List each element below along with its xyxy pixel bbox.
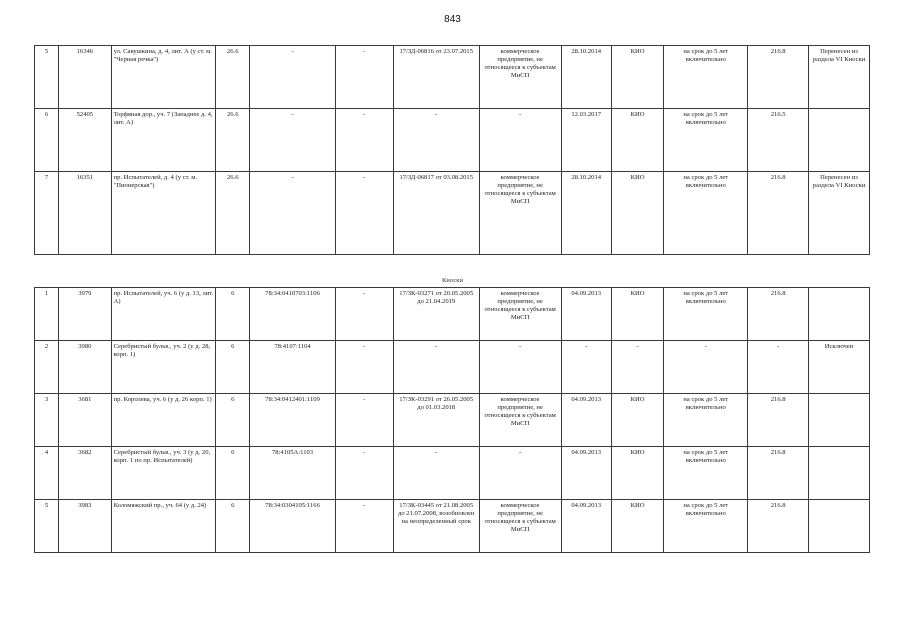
table-row <box>35 109 870 172</box>
cell-address: Торфяная дор., уч. 7 (Западнее д. 4, лит. А) <box>111 109 216 172</box>
cell-area: 6 <box>216 288 250 341</box>
cell-contract: 17/ЗК-03445 от 21.08.2005 до 21.07.2008, возобновлен на неопределенный срок <box>393 500 479 553</box>
cell-area: 6 <box>216 447 250 500</box>
cell-code: 216.5 <box>748 109 809 172</box>
cell-org: КИО <box>611 394 663 447</box>
cell-cadastral: - <box>250 109 336 172</box>
cell-area: 6 <box>216 341 250 394</box>
cell-note: Перенесен из раздела VI Киоски <box>809 46 870 109</box>
cell-category: коммерческое предприятие, не относящееся к субъектам МиСП <box>479 394 561 447</box>
cell-code: 216.8 <box>748 172 809 255</box>
cell-org: КИО <box>611 447 663 500</box>
cell-date: 12.03.2017 <box>561 109 611 172</box>
cell-term: на срок до 5 лет включительно <box>664 500 748 553</box>
cell-code: 216.8 <box>748 394 809 447</box>
cell-num: 5 <box>35 500 59 553</box>
cell-num: 1 <box>35 288 59 341</box>
cell-col5: - <box>336 500 394 553</box>
cell-id: 16346 <box>59 46 111 109</box>
cell-address: пр. Испытателей, д. 4 (у ст. м. "Пионерская") <box>111 172 216 255</box>
cell-date: 28.10.2014 <box>561 172 611 255</box>
cell-cadastral: - <box>250 46 336 109</box>
cell-term: на срок до 5 лет включительно <box>664 447 748 500</box>
cell-term: на срок до 5 лет включительно <box>664 46 748 109</box>
cell-code: 216.8 <box>748 447 809 500</box>
cell-date: - <box>561 341 611 394</box>
cell-cadastral: 78:34:0304105:1166 <box>250 500 336 553</box>
cell-id: 3980 <box>59 341 111 394</box>
cell-contract: 17/ЗД-06816 от 23.07.2015 <box>393 46 479 109</box>
cell-contract: 17/ЗД-06817 от 03.08.2015 <box>393 172 479 255</box>
cell-area: 26.6 <box>216 109 250 172</box>
cell-num: 4 <box>35 447 59 500</box>
cell-category: коммерческое предприятие, не относящееся к субъектам МиСП <box>479 172 561 255</box>
cell-code: 216.8 <box>748 500 809 553</box>
table-row <box>35 341 870 394</box>
table-row <box>35 500 870 553</box>
cell-date: 04.09.2013 <box>561 500 611 553</box>
cell-org: КИО <box>611 46 663 109</box>
cell-num: 2 <box>35 341 59 394</box>
cell-num: 3 <box>35 394 59 447</box>
cell-category: коммерческое предприятие, не относящееся к субъектам МиСП <box>479 46 561 109</box>
section-label: Киоски <box>441 277 464 284</box>
cell-address: ул. Савушкина, д. 4, лит. А (у ст. м. "Черная речка") <box>111 46 216 109</box>
cell-col5: - <box>336 341 394 394</box>
cell-area: 6 <box>216 394 250 447</box>
registry-table-top <box>34 45 870 255</box>
cell-org: КИО <box>611 172 663 255</box>
cell-area: 26.6 <box>216 46 250 109</box>
cell-note: Перенесен из раздела VI Киоски <box>809 172 870 255</box>
cell-note <box>809 288 870 341</box>
cell-date: 04.09.2013 <box>561 288 611 341</box>
cell-code: 216.8 <box>748 46 809 109</box>
cell-col5: - <box>336 288 394 341</box>
cell-address: Коломяжский пр., уч. 64 (у д. 24) <box>111 500 216 553</box>
cell-cadastral: 78:34:0412401:1109 <box>250 394 336 447</box>
table-row <box>35 288 870 341</box>
cell-org: КИО <box>611 288 663 341</box>
table-row <box>35 46 870 109</box>
cell-category: - <box>479 109 561 172</box>
cell-term: на срок до 5 лет включительно <box>664 109 748 172</box>
cell-term: на срок до 5 лет включительно <box>664 394 748 447</box>
cell-id: 3979 <box>59 288 111 341</box>
cell-date: 28.10.2014 <box>561 46 611 109</box>
table-row <box>35 447 870 500</box>
cell-contract: 17/ЗК-03271 от 20.05.2005 до 21.04.2019 <box>393 288 479 341</box>
table-row <box>35 172 870 255</box>
cell-org: - <box>611 341 663 394</box>
cell-address: пр. Королева, уч. 6 (у д. 26 корп. 1) <box>111 394 216 447</box>
cell-note <box>809 394 870 447</box>
cell-contract: - <box>393 341 479 394</box>
cell-num: 7 <box>35 172 59 255</box>
cell-id: 52405 <box>59 109 111 172</box>
cell-num: 5 <box>35 46 59 109</box>
cell-address: Серебристый бульв., уч. 2 (у д. 28, корп. 1) <box>111 341 216 394</box>
cell-id: 16351 <box>59 172 111 255</box>
cell-area: 26.6 <box>216 172 250 255</box>
cell-id: 3983 <box>59 500 111 553</box>
cell-id: 3682 <box>59 447 111 500</box>
cell-note <box>809 447 870 500</box>
cell-date: 04.09.2013 <box>561 394 611 447</box>
cell-col5: - <box>336 447 394 500</box>
cell-org: КИО <box>611 109 663 172</box>
page-number: 843 <box>444 14 461 25</box>
cell-area: 6 <box>216 500 250 553</box>
cell-contract: 17/ЗК-03291 от 26.05.2005 до 01.03.2018 <box>393 394 479 447</box>
cell-contract: - <box>393 109 479 172</box>
cell-code: 216.8 <box>748 288 809 341</box>
cell-id: 3681 <box>59 394 111 447</box>
cell-col5: - <box>336 109 394 172</box>
cell-cadastral: - <box>250 172 336 255</box>
cell-date: 04.09.2013 <box>561 447 611 500</box>
cell-col5: - <box>336 46 394 109</box>
cell-category: - <box>479 447 561 500</box>
cell-note <box>809 500 870 553</box>
cell-address: пр. Испытателей, уч. 6 (у д. 13, лит. А) <box>111 288 216 341</box>
cell-code: - <box>748 341 809 394</box>
cell-address: Серебристый бульв., уч. 3 (у д. 20, корп. 1 по пр. Испытателей) <box>111 447 216 500</box>
cell-num: 6 <box>35 109 59 172</box>
cell-category: коммерческое предприятие, не относящееся к субъектам МиСП <box>479 288 561 341</box>
cell-term: на срок до 5 лет включительно <box>664 172 748 255</box>
cell-col5: - <box>336 172 394 255</box>
registry-table-bottom <box>34 287 870 553</box>
cell-category: коммерческое предприятие, не относящееся к субъектам МиСП <box>479 500 561 553</box>
cell-col5: - <box>336 394 394 447</box>
cell-category: - <box>479 341 561 394</box>
cell-note: Исключен <box>809 341 870 394</box>
cell-cadastral: 78:34:0410703:1106 <box>250 288 336 341</box>
cell-org: КИО <box>611 500 663 553</box>
cell-cadastral: 78:4105А:1103 <box>250 447 336 500</box>
cell-term: - <box>664 341 748 394</box>
cell-term: на срок до 5 лет включительно <box>664 288 748 341</box>
cell-note <box>809 109 870 172</box>
cell-cadastral: 78:4107:1104 <box>250 341 336 394</box>
table-row <box>35 394 870 447</box>
cell-contract: - <box>393 447 479 500</box>
